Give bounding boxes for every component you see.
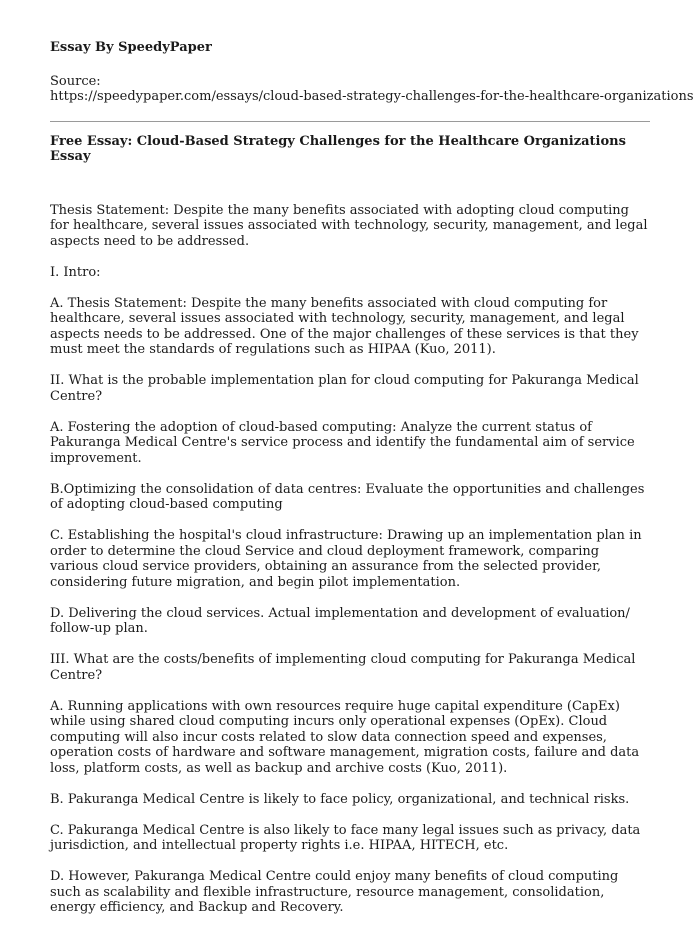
paragraph-section-3-c: C. Pakuranga Medical Centre is also likely to face many legal issues such as privacy, data jurisdiction, and intellectual property rights i.e. HIPAA, HITECH, etc. [50, 822, 641, 853]
paragraph-section-3-heading: III. What are the costs/benefits of implementing cloud computing for Pakuranga Medical Centre? [50, 652, 636, 683]
divider [50, 121, 650, 122]
document-page [50, 40, 694, 931]
essay-title: Free Essay: Cloud-Based Strategy Challenges for the Healthcare Organizations Essay [50, 133, 626, 164]
essay-body [50, 203, 650, 916]
paragraph-section-2-d: D. Delivering the cloud services. Actual implementation and development of evaluation/ follow-up plan. [50, 605, 630, 636]
paragraph-section-2-heading: II. What is the probable implementation plan for cloud computing for Pakuranga Medical Centre? [50, 373, 639, 404]
paragraph-section-3-d: D. However, Pakuranga Medical Centre could enjoy many benefits of cloud computing such as scalability and flexible infrastructure, resource management, consolidation, energy efficiency, and Backup and Recovery. [50, 869, 619, 915]
paragraph-thesis: Thesis Statement: Despite the many benefits associated with adopting cloud computing for healthcare, several issues associated with technology, security, management, and legal aspects need to be addressed. [50, 202, 648, 249]
source-block [50, 73, 694, 105]
paragraph-section-3-b: B. Pakuranga Medical Centre is likely to face policy, organizational, and technical risks. [50, 791, 630, 807]
brand-title: Essay By SpeedyPaper [50, 40, 212, 55]
paragraph-section-2-b: B.Optimizing the consolidation of data centres: Evaluate the opportunities and challenges of adopting cloud-based computing [50, 481, 645, 512]
source-url: https://speedypaper.com/essays/cloud-based-strategy-challenges-for-the-healthcare-organizations [50, 89, 694, 104]
source-label: Source: [50, 73, 101, 89]
paragraph-section-2-a: A. Fostering the adoption of cloud-based computing: Analyze the current status of Pakuranga Medical Centre's service process and identify the fundamental aim of service improvement. [50, 419, 635, 466]
paragraph-section-3-a: A. Running applications with own resources require huge capital expenditure (CapEx) while using shared cloud computing incurs only operational expenses (OpEx). Cloud computing will also incur costs related to slow data connection speed and expenses, operation costs of hardware and software management, migration costs, failure and data loss, platform costs, as well as backup and archive costs (Kuo, 2011). [50, 698, 640, 776]
paragraph-intro-heading: I. Intro: [50, 264, 101, 280]
paragraph-intro-a: A. Thesis Statement: Despite the many benefits associated with cloud computing for healthcare, several issues associated with technology, security, management, and legal aspects needs to be addressed. One of the major challenges of these services is that they must meet the standards of regulations such as HIPAA (Kuo, 2011). [50, 295, 639, 357]
paragraph-section-2-c: C. Establishing the hospital's cloud infrastructure: Drawing up an implementation plan in order to determine the cloud Service and cloud deployment framework, comparing various cloud service providers, obtaining an assurance from the selected provider, considering future migration, and begin pilot implementation. [50, 528, 642, 590]
